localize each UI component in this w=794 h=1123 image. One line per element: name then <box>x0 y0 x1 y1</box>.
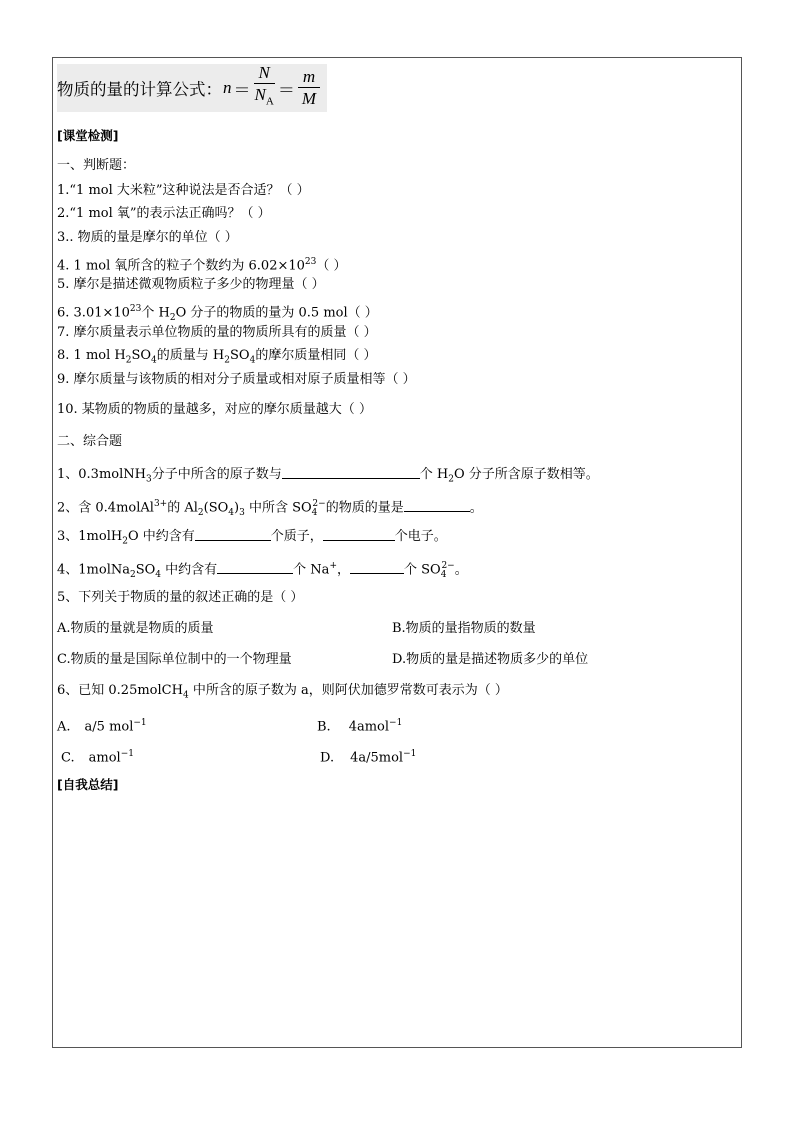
comp-q1: 1、0.3molNH$_3$分子中所含的原子数与 个 $H_2O$ 分子所含原子数相等。 <box>57 467 599 485</box>
judge-q7: 7. 摩尔质量表示单位物质的量的物质所具有的质量（ ） <box>57 325 377 340</box>
judge-q1: 1.“1 mol 大米粒”这种说法是否合适？（ ） <box>57 183 310 198</box>
comp-q6-option-a: A. a/5 mol$^{-1}$ <box>57 718 147 735</box>
formula-equals-2: ＝ <box>277 80 295 101</box>
judge-q10: 10. 某物质的物质的量越多，对应的摩尔质量越大（ ） <box>57 402 372 417</box>
judge-q5: 5. 摩尔是描述微观物质粒子多少的物理量（ ） <box>57 277 325 292</box>
formula-n: n <box>223 78 232 97</box>
formula-m: m <box>298 67 320 88</box>
comp-q5-option-c: C.物质的量是国际单位制中的一个物理量 <box>57 652 292 667</box>
answer-blank[interactable] <box>404 498 470 512</box>
answer-blank[interactable] <box>350 560 404 574</box>
judge-q9: 9. 摩尔质量与该物质的相对分子质量或相对原子质量相等（ ） <box>57 372 416 387</box>
judge-q6: 6. $3.01\times 10^{23}$个 $H_2O$ 分子的物质的量为 0.5 mol（ ） <box>57 304 378 323</box>
comp-q5: 5、下列关于物质的量的叙述正确的是（ ） <box>57 590 304 605</box>
judge-title: 一、判断题： <box>57 158 136 173</box>
section-self-summary: [自我总结] <box>57 777 119 792</box>
comp-q5-option-b: B.物质的量指物质的数量 <box>392 621 536 636</box>
formula-equals-1: ＝ <box>233 80 251 101</box>
comp-q4: 4、$1molNa_2SO_4$ 中约含有 个 Na+， 个 $SO_4^{2-}$。 <box>57 561 468 580</box>
comp-q6-option-c: C. amol$^{-1}$ <box>61 749 134 766</box>
judge-q4: 4. 1 mol 氧所含的粒子个数约为 $6.02\times 10^{23}$（ ） <box>57 257 347 274</box>
formula-fraction-m-M <box>298 67 320 110</box>
comp-title: 二、综合题 <box>57 434 123 449</box>
answer-blank[interactable] <box>217 560 293 574</box>
comp-q6-option-b: B. 4amol$^{-1}$ <box>317 718 403 735</box>
comp-q2: 2、含 0.4molAl$^{3+}$的 $Al_2(SO_4)_3$ 中所含 $SO_4^{2-}$的物质的量是 。 <box>57 499 483 518</box>
formula-box <box>57 64 327 112</box>
formula-N: N <box>254 63 275 84</box>
judge-q8: 8. 1 mol $H_2SO_4$的质量与 $H_2SO_4$的摩尔质量相同（ ） <box>57 348 377 366</box>
formula-fraction-N-NA <box>254 63 275 112</box>
answer-blank[interactable] <box>282 465 420 479</box>
judge-q3: 3.. 物质的量是摩尔的单位（ ） <box>57 230 238 245</box>
section-class-check: [课堂检测] <box>57 128 119 143</box>
comp-q6: 6、已知 0.25molCH$_4$ 中所含的原子数为 a，则阿伏加德罗常数可表示为（ ） <box>57 683 508 701</box>
formula-label: 物质的量的计算公式： <box>57 80 222 99</box>
comp-q5-option-d: D.物质的量是描述物质多少的单位 <box>392 652 589 667</box>
comp-q3: 3、1molH$_2$O 中约含有 个质子， 个电子。 <box>57 529 447 547</box>
formula-NA: $N_A$ <box>254 85 274 108</box>
formula-M: M <box>301 88 317 108</box>
judge-q2: 2.“1 mol 氧”的表示法正确吗？（ ） <box>57 206 271 221</box>
comp-q5-option-a: A.物质的量就是物质的质量 <box>57 621 214 636</box>
comp-q6-option-d: D. 4a/5mol$^{-1}$ <box>320 749 417 766</box>
answer-blank[interactable] <box>195 527 271 541</box>
answer-blank[interactable] <box>323 527 395 541</box>
